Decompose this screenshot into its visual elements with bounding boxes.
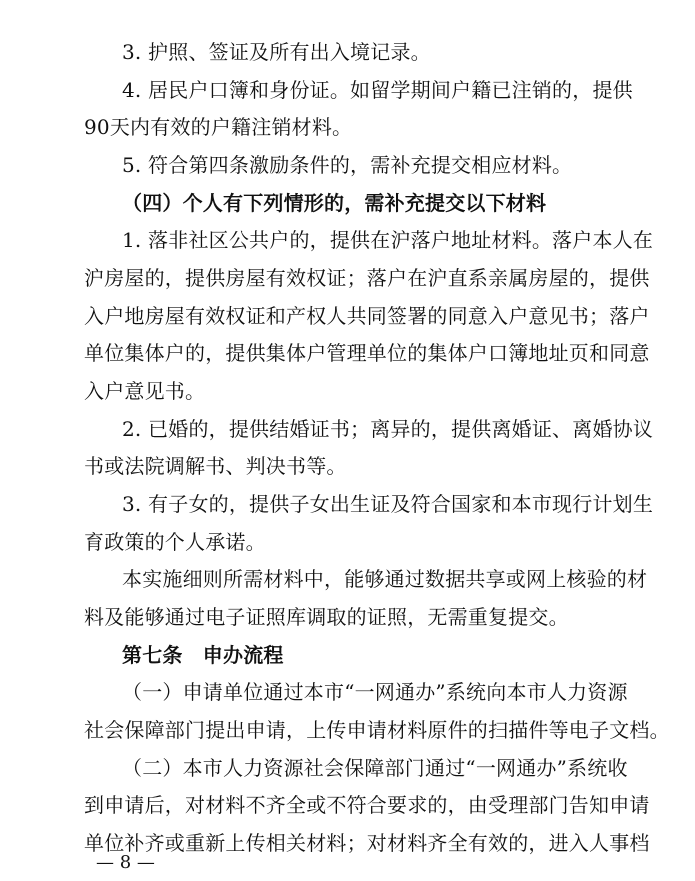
text-line-step-2-cont1: 到申请后，对材料不齐全或不符合要求的，由受理部门告知申请 [84, 793, 650, 817]
text-line-step-1: （一）申请单位通过本市“一网通办”系统向本市人力资源 [122, 680, 628, 704]
text-line-item-3-passport: 3. 护照、签证及所有出入境记录。 [122, 40, 431, 64]
text-line-note: 本实施细则所需材料中，能够通过数据共享或网上核验的材 [122, 567, 648, 591]
text-line-sub-1-cont1: 沪房屋的，提供房屋有效权证；落户在沪直系亲属房屋的，提供 [84, 266, 650, 290]
text-line-sub-2: 2. 已婚的，提供结婚证书；离异的，提供离婚证、离婚协议 [122, 417, 654, 441]
text-line-item-4-cont: 90天内有效的户籍注销材料。 [84, 115, 353, 139]
text-line-step-1-cont: 社会保障部门提出申请，上传申请材料原件的扫描件等电子文档。 [84, 718, 670, 742]
text-line-note-cont: 料及能够通过电子证照库调取的证照，无需重复提交。 [84, 605, 569, 629]
text-line-sub-3-cont: 育政策的个人承诺。 [84, 530, 266, 554]
text-line-sub-1: 1. 落非社区公共户的，提供在沪落户地址材料。落户本人在 [122, 228, 654, 252]
text-line-step-2: （二）本市人力资源社会保障部门通过“一网通办”系统收 [122, 756, 628, 780]
page-number: — 8 — [96, 852, 155, 873]
text-line-sub-1-cont3: 单位集体户的，提供集体户管理单位的集体户口簿地址页和同意 [84, 341, 650, 365]
text-line-sub-1-cont2: 入户地房屋有效权证和产权人共同签署的同意入户意见书；落户 [84, 304, 650, 328]
text-line-step-2-cont2: 单位补齐或重新上传相关材料；对材料齐全有效的，进入人事档 [84, 831, 650, 855]
text-line-item-5-incentive: 5. 符合第四条激励条件的，需补充提交相应材料。 [122, 153, 573, 177]
section-heading-four: （四）个人有下列情形的，需补充提交以下材料 [122, 191, 547, 215]
text-line-sub-1-cont4: 入户意见书。 [84, 379, 206, 403]
text-line-item-4-household: 4. 居民户口簿和身份证。如留学期间户籍已注销的，提供 [122, 78, 633, 102]
article-heading-seven: 第七条 申办流程 [122, 643, 284, 667]
text-line-sub-3: 3. 有子女的，提供子女出生证及符合国家和本市现行计划生 [122, 492, 654, 516]
text-line-sub-2-cont: 书或法院调解书、判决书等。 [84, 454, 347, 478]
